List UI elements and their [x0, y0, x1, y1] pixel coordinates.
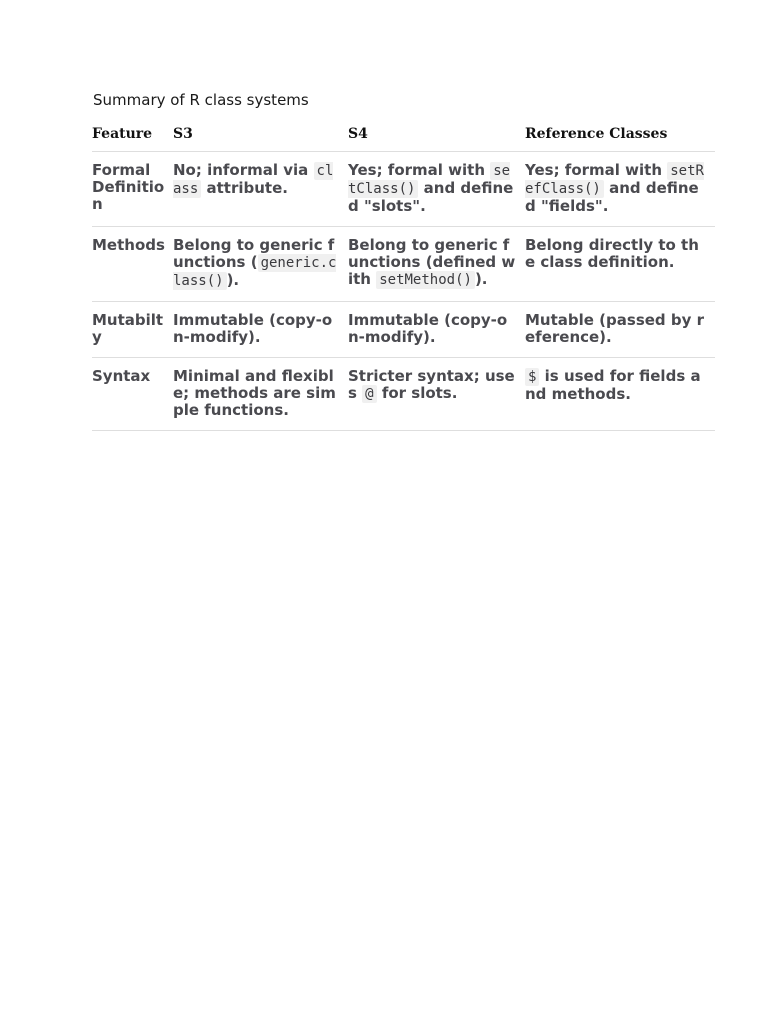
s4-cell — [348, 227, 525, 302]
s4-cell: Immutable (copy-on-modify). — [348, 302, 525, 358]
header-s3: S3 — [173, 126, 193, 142]
cell-text: Belong to generic functions ( — [173, 236, 335, 271]
header-feature: Feature — [92, 126, 153, 142]
cell-text: for slots. — [376, 384, 458, 402]
feature-cell: Formal Definition — [92, 152, 173, 227]
header-row — [92, 125, 715, 152]
s3-cell: Immutable (copy-on-modify). — [173, 302, 348, 358]
cell-text: Yes; formal with — [525, 161, 668, 179]
cell-text: Stricter syntax; uses — [348, 367, 515, 402]
cell-text: Yes; formal with — [348, 161, 491, 179]
comparison-table — [92, 125, 715, 431]
rc-cell: Mutable (passed by reference). — [525, 302, 715, 358]
cell-text: is used for fields and methods. — [525, 367, 701, 403]
header-reference-classes: Reference Classes — [525, 126, 668, 142]
rc-cell — [525, 152, 715, 227]
code-snippet: generic.class() — [173, 255, 337, 289]
cell-text: Belong to generic functions (defined with — [348, 236, 516, 288]
cell-text: and defined "slots". — [348, 179, 514, 215]
table-row — [92, 227, 715, 302]
s4-cell — [348, 152, 525, 227]
cell-text: ). — [226, 271, 240, 289]
feature-cell: Methods — [92, 227, 173, 302]
rc-cell — [525, 358, 715, 431]
s4-cell — [348, 358, 525, 431]
code-snippet: @ — [362, 385, 376, 403]
code-snippet: setClass() — [348, 163, 511, 197]
document-page — [92, 90, 715, 431]
table-row — [92, 302, 715, 358]
s3-cell — [173, 227, 348, 302]
cell-text: No; informal via — [173, 161, 314, 179]
code-snippet: setMethod() — [376, 271, 475, 289]
s3-cell: Minimal and flexible; methods are simple functions. — [173, 358, 348, 431]
feature-cell: Mutabilty — [92, 302, 173, 358]
s3-cell — [173, 152, 348, 227]
code-snippet: $ — [525, 368, 539, 386]
cell-text: attribute. — [201, 179, 288, 197]
cell-text: and defined "fields". — [525, 179, 699, 215]
table-row — [92, 358, 715, 431]
feature-cell: Syntax — [92, 358, 173, 431]
code-snippet: setRefClass() — [525, 163, 704, 197]
code-snippet: class — [173, 163, 334, 197]
table-row — [92, 152, 715, 227]
header-s4: S4 — [348, 126, 368, 142]
rc-cell: Belong directly to the class definition. — [525, 227, 715, 302]
cell-text: ). — [474, 270, 488, 288]
table-caption: Summary of R class systems — [93, 91, 309, 109]
